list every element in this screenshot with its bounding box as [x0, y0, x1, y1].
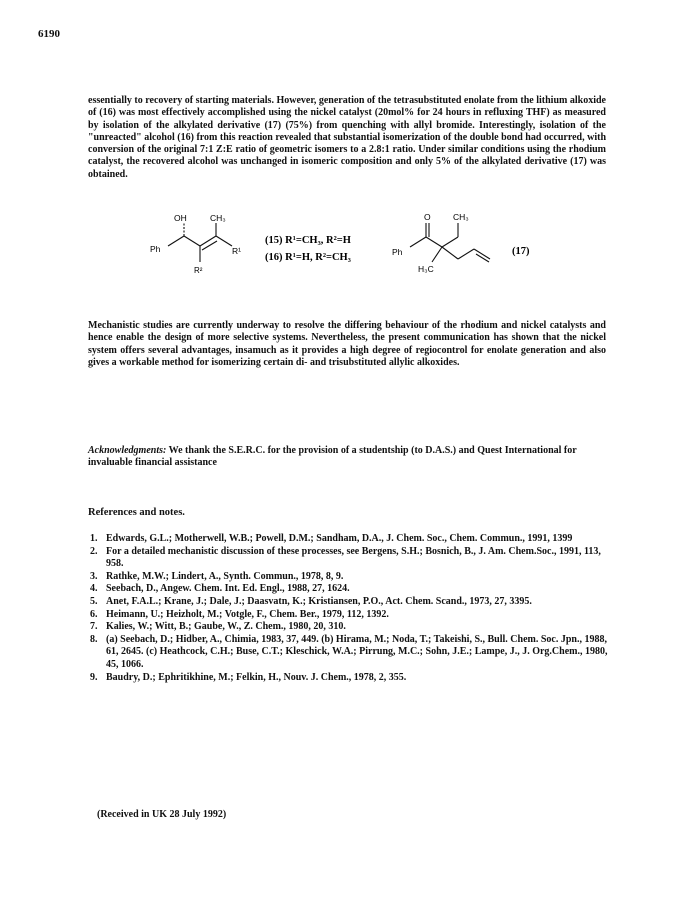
reference-text: Heimann, U.; Heizholt, M.; Votgle, F., Chem. Ber., 1979, 112, 1392.	[106, 608, 389, 620]
reference-text: Kalies, W.; Witt, B.; Gaube, W., Z. Chem., 1980, 20, 310.	[106, 621, 346, 633]
reference-item	[90, 609, 610, 622]
references-heading: References and notes.	[88, 507, 185, 518]
acknowledgments-text: We thank the S.E.R.C. for the provision of a studentship (to D.A.S.) and Quest International for invaluable financial assistance	[88, 445, 577, 469]
reference-text: Baudry, D.; Ephritikhine, M.; Felkin, H., Nouv. J. Chem., 1978, 2, 355.	[106, 671, 407, 683]
oh-label: OH	[174, 213, 187, 223]
reference-text: Edwards, G.L.; Motherwell, W.B.; Powell, D.M.; Sandham, D.A., J. Chem. Soc., Chem. Commun., 1991, 1399	[106, 533, 573, 544]
received-date: (Received in UK 28 July 1992)	[97, 809, 227, 820]
body-paragraph-1	[88, 95, 606, 181]
reference-number: 9.	[90, 671, 98, 683]
acknowledgments	[88, 445, 606, 470]
reference-number: 6.	[90, 608, 98, 620]
reference-text: Rathke, M.W.; Lindert, A., Synth. Commun., 1978, 8, 9.	[106, 570, 344, 582]
reference-item	[90, 571, 610, 584]
enol-structure	[168, 223, 232, 262]
reference-text: (a) Seebach, D.; Hidber, A., Chimia, 1983, 37, 449. (b) Hirama, M.; Noda, T.; Takeishi, S., Bull. Chem. Soc. Jpn., 1988, 61, 2645. (c) Heathcock, C.H.; Buse, C.T.; Kleschick, W.A.; Pirrung, M.C.; Sohn, J.E.; Lampe, J., J. Org.Chem., 1980, 45, 1066.	[106, 633, 608, 670]
h3c-label: H₃C	[418, 264, 434, 274]
paragraph-text: Mechanistic studies are currently underway to resolve the differing behaviour of the rhodium and nickel catalysts and hence enable the design of more selective systems. Nevertheless, the present communication has shown that the nickel system offers several advantages, insamuch as it provides a high degree of regiocontrol for enolate generation and also gives a workable method for isomerizing certain di- and trisubstituted allylic alkoxides.	[88, 320, 606, 368]
ketone-structure	[410, 223, 490, 262]
r2-label: R²	[194, 266, 203, 275]
reference-number: 7.	[90, 621, 98, 633]
ph-label-left: Ph	[150, 244, 161, 254]
reference-number: 5.	[90, 595, 98, 607]
reference-number: 8.	[90, 633, 98, 645]
reference-text: Anet, F.A.L.; Krane, J.; Dale, J.; Daasvatn, K.; Kristiansen, P.O., Act. Chem. Scand., 1973, 27, 3395.	[106, 595, 532, 607]
r1-label: R¹	[232, 246, 241, 256]
reference-item	[90, 533, 610, 546]
paragraph-text: essentially to recovery of starting materials. However, generation of the tetrasubstituted enolate from the lithium alkoxide of (16) was most effectively accomplished using the nickel catalyst (20mol% for 24 hours in refluxing THF) as measured by isolation of the alkylated derivative (17) (75%) from quenching with allyl bromide. Interestingly, isolation of the "unreacted" alcohol (16) from this reaction revealed that substantial isomerization of the double bond had occurred, with conversion of the original 7:1 Z:E ratio of geometric isomers to a 2.8:1 ratio. Under similar conditions using the rhodium catalyst, the recovered alcohol was unchanged in isomeric composition and only 5% of the alkylated derivative (17) was obtained.	[88, 95, 606, 180]
reference-item	[90, 634, 610, 672]
reference-number: 2.	[90, 545, 98, 557]
scheme-drawing	[140, 207, 560, 287]
acknowledgments-label: Acknowledgments:	[88, 445, 167, 456]
compound-15-label: (15) R¹=CH₃, R²=H	[265, 235, 351, 246]
ch3-label-left: CH₃	[210, 213, 226, 223]
reference-number: 1.	[90, 533, 98, 544]
compound-16-label: (16) R¹=H, R²=CH₃	[265, 252, 351, 263]
reference-item	[90, 583, 610, 596]
references-list	[90, 533, 610, 684]
reference-number: 4.	[90, 583, 98, 595]
reference-text: For a detailed mechanistic discussion of these processes, see Bergens, S.H.; Bosnich, B., J. Am. Chem.Soc., 1991, 113, 958.	[106, 545, 601, 570]
page-number: 6190	[38, 28, 60, 40]
reference-item	[90, 546, 610, 571]
reference-text: Seebach, D., Angew. Chem. Int. Ed. Engl., 1988, 27, 1624.	[106, 583, 350, 595]
ph-label-right: Ph	[392, 247, 403, 257]
ch3-label-right: CH₃	[453, 212, 469, 222]
reference-item	[90, 596, 610, 609]
o-label: O	[424, 212, 431, 222]
compound-17-label: (17)	[512, 246, 530, 257]
reference-item	[90, 672, 610, 685]
body-paragraph-2	[88, 320, 606, 369]
reference-item	[90, 621, 610, 634]
reference-number: 3.	[90, 570, 98, 582]
chemical-scheme	[140, 207, 560, 287]
